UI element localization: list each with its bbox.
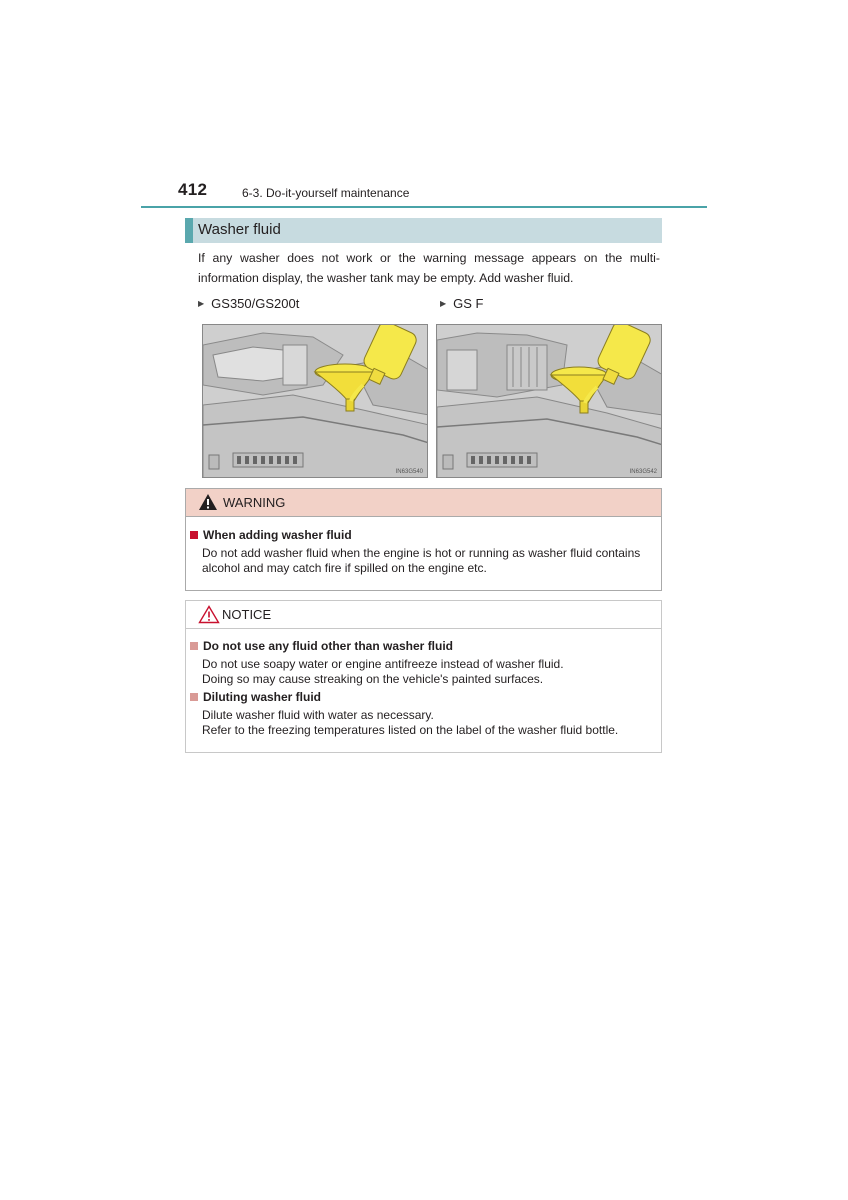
page-number: 412 <box>178 180 208 199</box>
triangle-bullet-icon: ▶ <box>198 299 205 308</box>
header-divider <box>141 206 707 208</box>
notice-triangle-icon <box>198 605 220 624</box>
notice-label: NOTICE <box>222 607 272 622</box>
square-bullet-icon <box>190 642 198 650</box>
warning-item-title: When adding washer fluid <box>190 528 352 542</box>
page-header <box>141 178 707 208</box>
figure-code: IN63G542 <box>629 469 657 475</box>
warning-header <box>186 489 661 517</box>
section-title-bar <box>185 218 662 243</box>
notice-box <box>185 600 662 753</box>
washer-fluid-illustration-gsf <box>436 324 662 478</box>
section-breadcrumb: 6-3. Do-it-yourself maintenance <box>242 186 410 200</box>
figure-code: IN63G540 <box>395 469 423 475</box>
warning-box <box>185 488 662 591</box>
square-bullet-icon <box>190 531 198 539</box>
variant-label-gs350: ▶ GS350/GS200t <box>198 296 300 311</box>
triangle-bullet-icon: ▶ <box>440 299 447 308</box>
warning-label: WARNING <box>223 495 286 510</box>
variant-label-gsf: ▶ GS F <box>440 296 484 311</box>
notice-item-title: Diluting washer fluid <box>190 690 321 704</box>
section-title: Washer fluid <box>198 221 281 238</box>
washer-fluid-illustration-gs350 <box>202 324 428 478</box>
notice-item-text: Do not use soapy water or engine antifreeze instead of washer fluid. Doing so may cause streaking on the vehicle's painted surfaces. <box>202 657 564 686</box>
warning-item-text: Do not add washer fluid when the engine is hot or running as washer fluid contains alcohol and may catch fire if spilled on the engine etc. <box>202 546 641 575</box>
intro-paragraph: If any washer does not work or the warning message appears on the multi-information display, the washer tank may be empty. Add washer fluid. <box>198 251 660 285</box>
warning-triangle-icon <box>198 493 218 511</box>
square-bullet-icon <box>190 693 198 701</box>
notice-header <box>186 601 661 629</box>
notice-item-title: Do not use any fluid other than washer fluid <box>190 639 453 653</box>
notice-item-text: Dilute washer fluid with water as necessary. Refer to the freezing temperatures listed on the label of the washer fluid bottle. <box>202 708 619 737</box>
